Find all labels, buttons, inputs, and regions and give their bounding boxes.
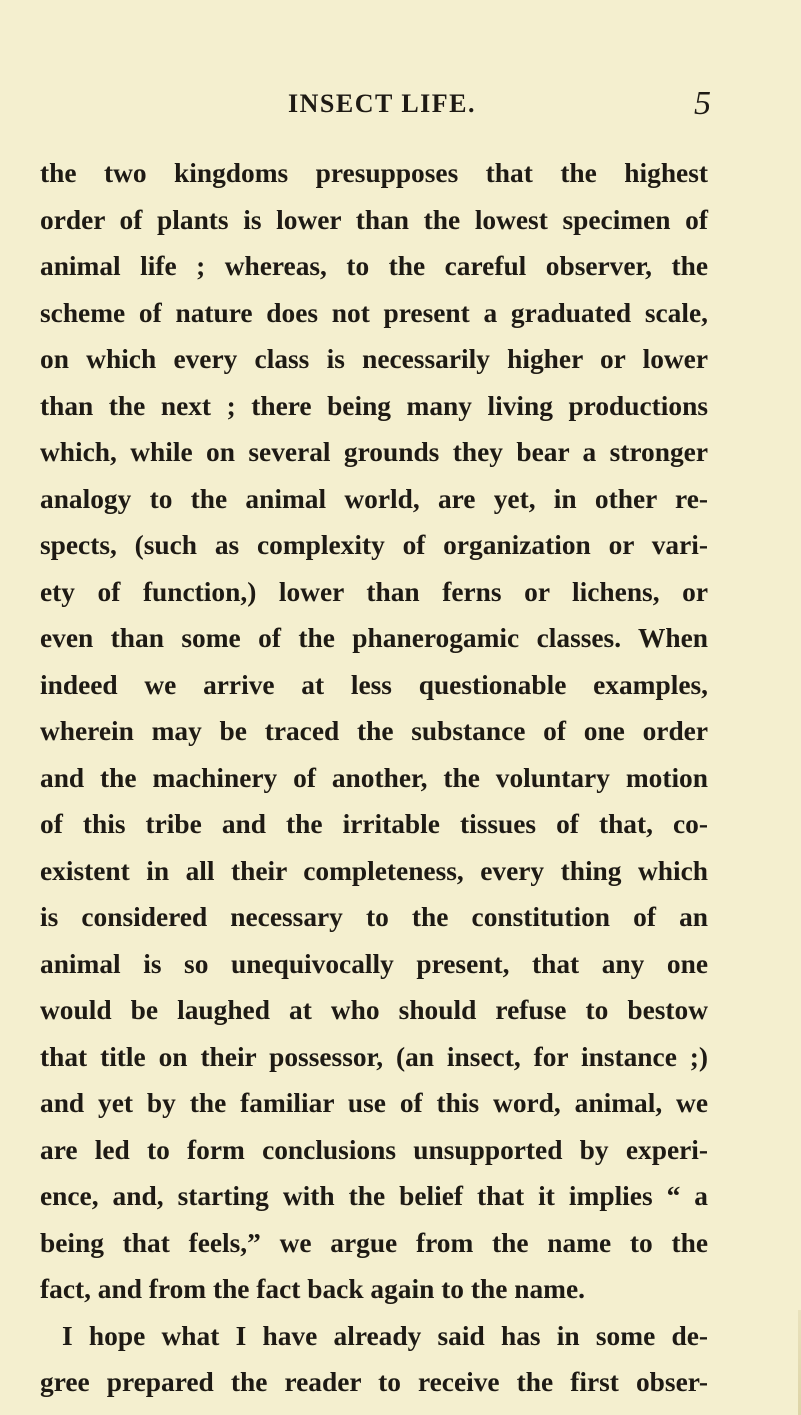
paragraph-start-line: I hope what I have already said has in some de- [62, 1320, 708, 1351]
text-line: wherein may be traced the substance of one order [40, 716, 708, 746]
text-line: being that feels,” we argue from the name to the [40, 1227, 708, 1258]
text-line: of this tribe and the irritable tissues of that, co- [40, 809, 708, 839]
text-line: on which every class is necessarily higher or lower [40, 344, 708, 374]
text-line: scheme of nature does not present a graduated scale, [40, 297, 708, 328]
text-line: would be laughed at who should refuse to bestow [40, 995, 708, 1025]
text-line: spects, (such as complexity of organization or vari- [40, 530, 708, 560]
text-line: and yet by the familiar use of this word, animal, we [40, 1088, 708, 1118]
text-line: fact, and from the fact back again to the name. [40, 1274, 585, 1304]
running-head [40, 84, 711, 124]
text-line: that title on their possessor, (an insect, for instance ;) [40, 1041, 708, 1072]
text-line: existent in all their completeness, every thing which [40, 855, 708, 886]
text-line: which, while on several grounds they bear a stronger [40, 437, 708, 467]
text-line: order of plants is lower than the lowest specimen of [40, 204, 708, 235]
text-line: the two kingdoms presupposes that the highest [40, 158, 708, 188]
text-line: analogy to the animal world, are yet, in other re- [40, 483, 708, 514]
text-line: gree prepared the reader to receive the first obser- [40, 1367, 708, 1397]
text-line: is considered necessary to the constitution of an [40, 902, 708, 932]
body-text [40, 150, 708, 1406]
text-line: ence, and, starting with the belief that it implies “ a [40, 1181, 708, 1211]
running-title: INSECT LIFE. [288, 89, 477, 118]
text-line: ety of function,) lower than ferns or lichens, or [40, 576, 708, 607]
text-line: indeed we arrive at less questionable examples, [40, 669, 708, 700]
page-number: 5 [694, 85, 711, 122]
text-line: and the machinery of another, the voluntary motion [40, 762, 708, 793]
text-line: than the next ; there being many living productions [40, 390, 708, 421]
text-line: even than some of the phanerogamic classes. When [40, 623, 708, 653]
text-line: animal is so unequivocally present, that any one [40, 948, 708, 979]
text-line: are led to form conclusions unsupported by experi- [40, 1134, 708, 1165]
text-line: animal life ; whereas, to the careful observer, the [40, 251, 708, 281]
